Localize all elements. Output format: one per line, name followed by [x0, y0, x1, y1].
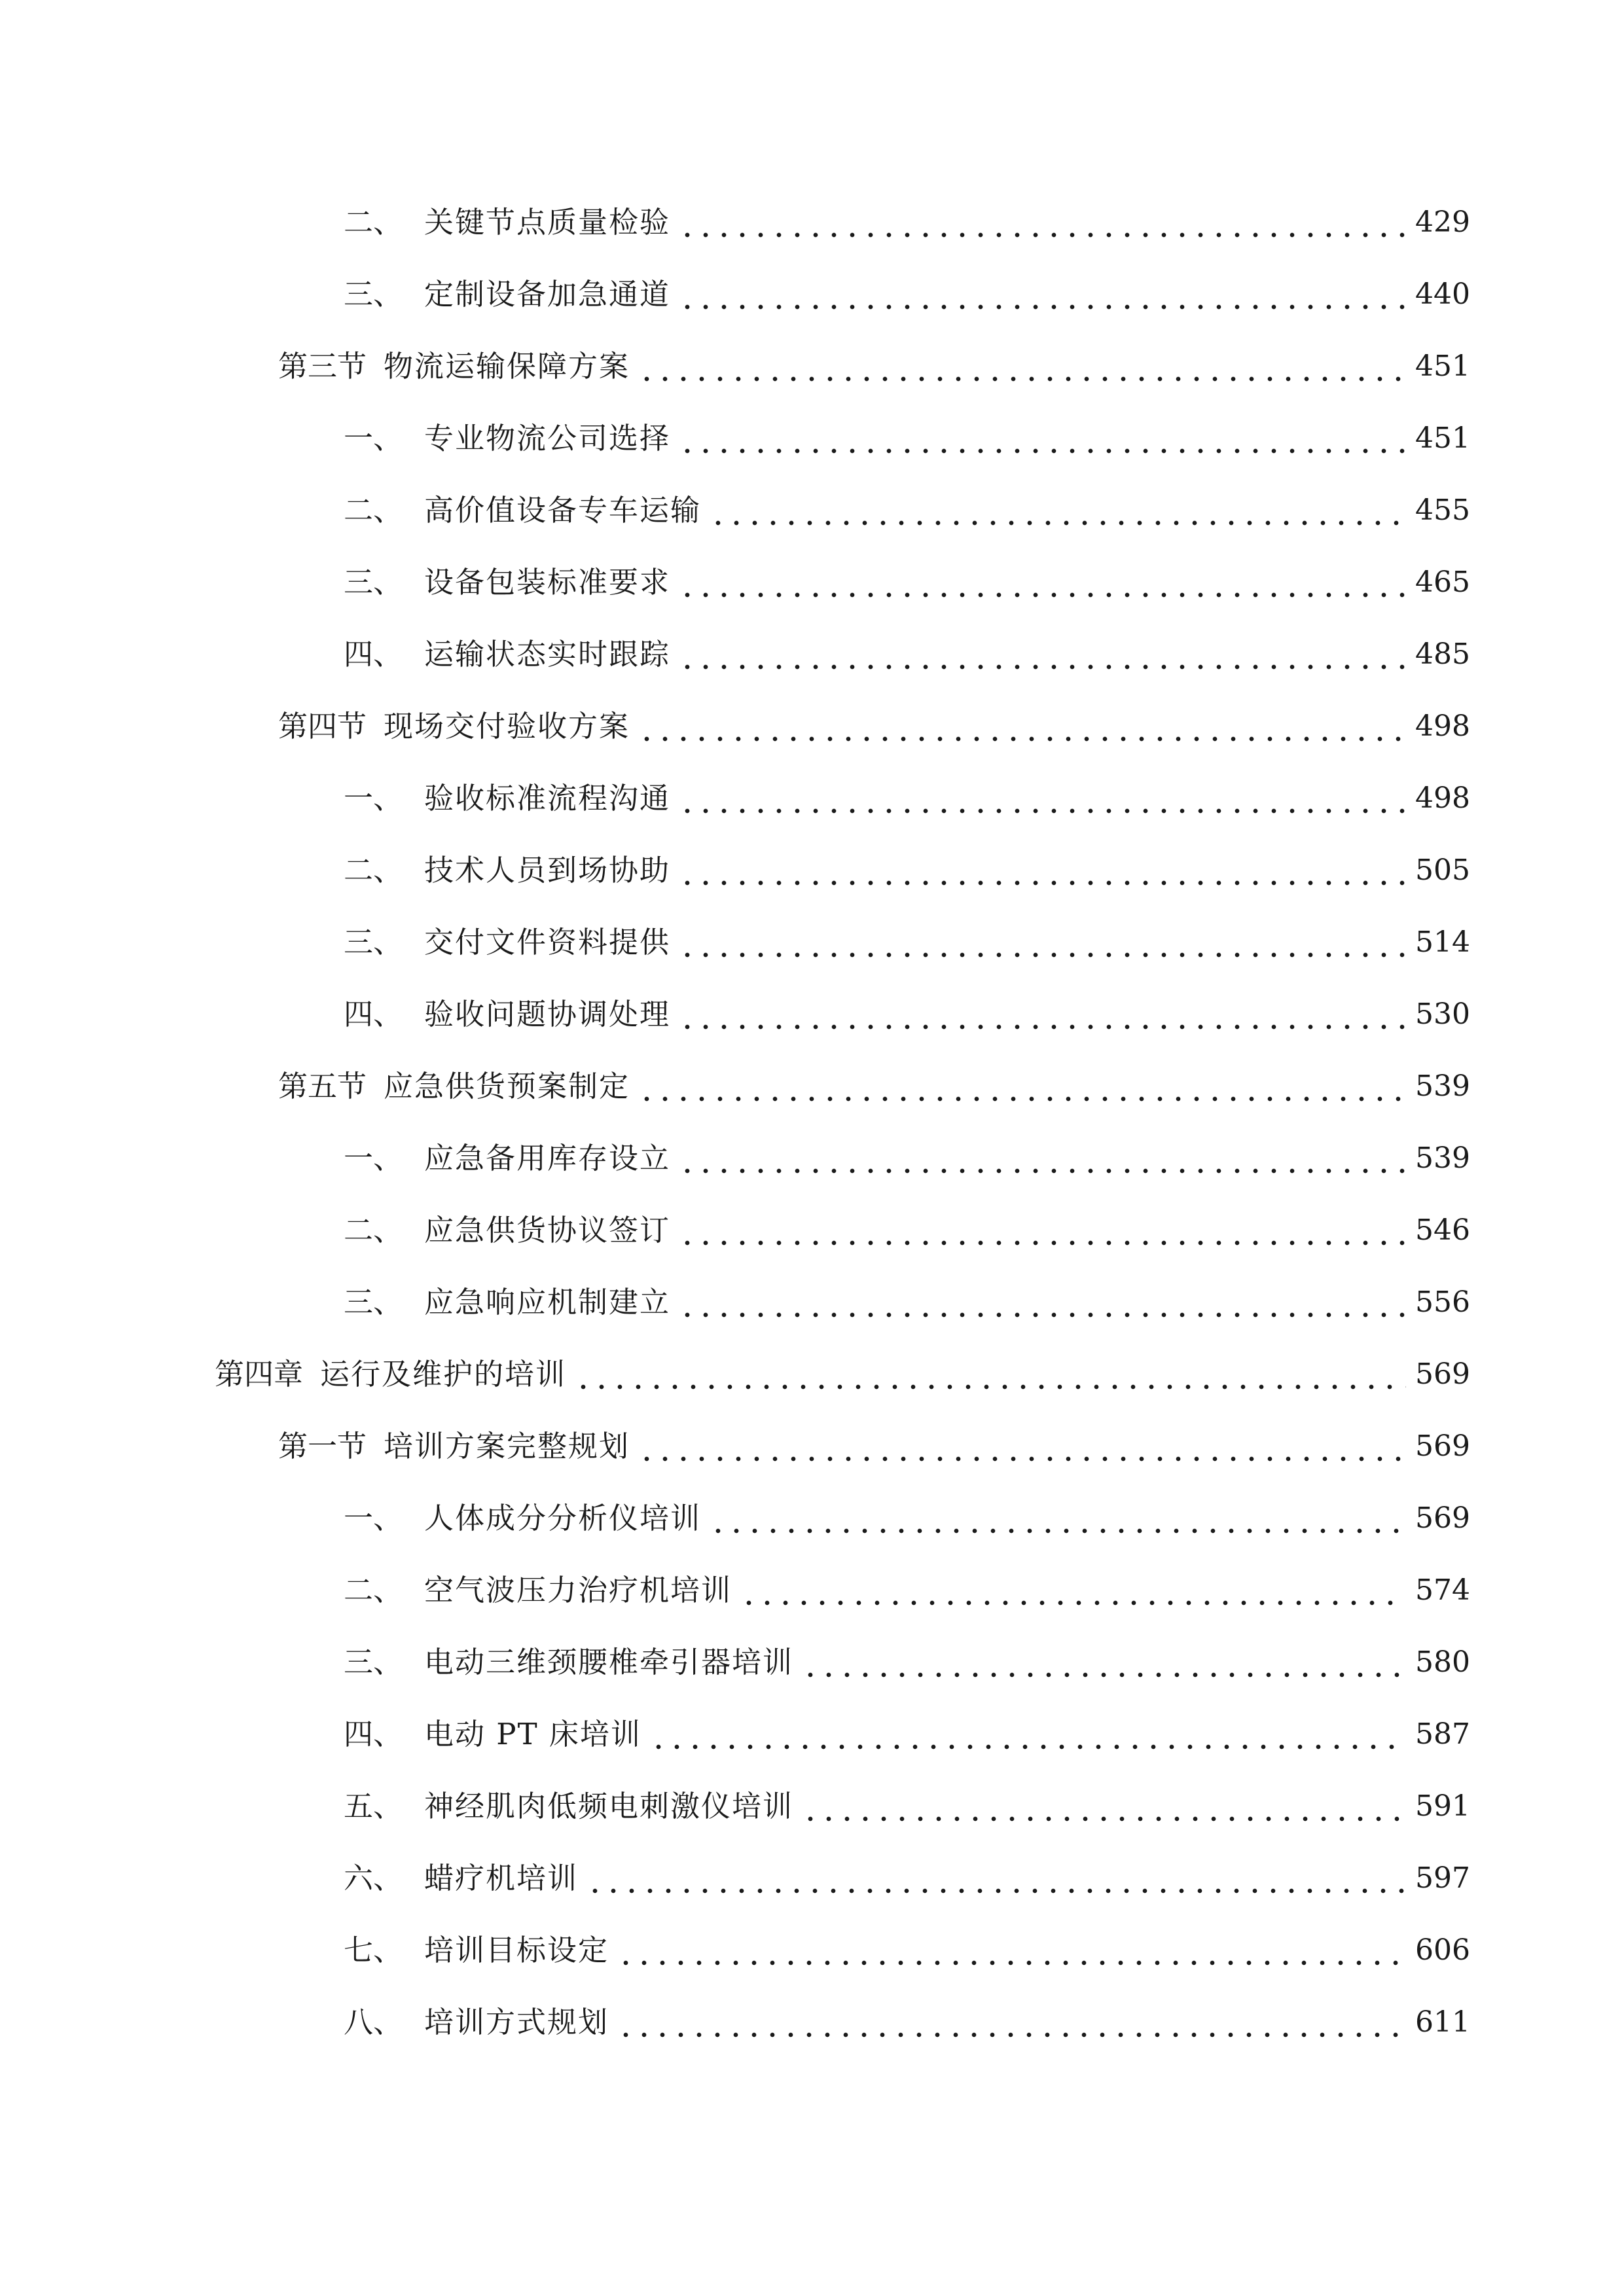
toc-entry[interactable] [344, 1270, 1470, 1322]
dot-leader [678, 632, 1406, 672]
dot-leader [678, 1208, 1406, 1247]
entry-title: 关键节点质量检验 [424, 205, 671, 240]
entry-number: 三、 [344, 925, 403, 960]
toc-entry[interactable] [344, 1630, 1470, 1682]
entry-title: 定制设备加急通道 [424, 277, 671, 312]
entry-title: 验收问题协调处理 [424, 997, 671, 1031]
entry-page-number: 485 [1415, 637, 1470, 671]
dot-leader [678, 848, 1406, 888]
entry-number: 二、 [344, 853, 403, 888]
toc-entry[interactable] [344, 1774, 1470, 1826]
entry-number: 第四章 [215, 1357, 304, 1391]
entry-number: 第五节 [278, 1069, 367, 1103]
entry-page-number: 591 [1415, 1789, 1470, 1823]
dot-leader [617, 1928, 1406, 1967]
toc-entry[interactable] [344, 766, 1470, 818]
entry-page-number: 546 [1415, 1213, 1470, 1247]
entry-title: 专业物流公司选择 [424, 421, 671, 456]
entry-title: 现场交付验收方案 [384, 709, 630, 744]
entry-page-number: 569 [1415, 1501, 1470, 1535]
entry-page-number: 539 [1415, 1141, 1470, 1175]
dot-leader [638, 1064, 1406, 1103]
toc-entry[interactable] [278, 1054, 1470, 1106]
toc-entry[interactable] [344, 1486, 1470, 1538]
toc-entry[interactable] [344, 262, 1470, 314]
toc-entry[interactable] [278, 1414, 1470, 1466]
dot-leader [678, 560, 1406, 600]
toc-entry[interactable] [278, 334, 1470, 386]
dot-leader [801, 1640, 1406, 1679]
entry-page-number: 505 [1415, 853, 1470, 887]
toc-entry[interactable] [344, 622, 1470, 674]
entry-page-number: 429 [1415, 206, 1470, 239]
entry-page-number: 587 [1415, 1717, 1470, 1751]
toc-entry[interactable] [344, 1702, 1470, 1754]
entry-number: 四、 [344, 1717, 403, 1751]
entry-page-number: 539 [1415, 1069, 1470, 1103]
dot-leader [678, 416, 1406, 456]
entry-title: 设备包装标准要求 [424, 565, 671, 600]
entry-number: 五、 [344, 1789, 403, 1823]
entry-number: 六、 [344, 1861, 403, 1895]
dot-leader [678, 920, 1406, 960]
entry-page-number: 514 [1415, 925, 1470, 959]
entry-number: 三、 [344, 277, 403, 312]
toc-entry[interactable] [344, 1198, 1470, 1250]
entry-title: 蜡疗机培训 [424, 1861, 579, 1895]
entry-page-number: 451 [1415, 350, 1470, 383]
entry-page-number: 455 [1415, 493, 1470, 527]
toc-entry[interactable] [344, 1918, 1470, 1970]
dot-leader [638, 704, 1406, 744]
entry-page-number: 597 [1415, 1861, 1470, 1895]
toc-entry[interactable] [344, 1846, 1470, 1898]
entry-title: 运输状态实时跟踪 [424, 637, 671, 672]
entry-page-number: 580 [1415, 1645, 1470, 1679]
entry-number: 三、 [344, 1285, 403, 1319]
entry-number: 七、 [344, 1933, 403, 1967]
entry-title: 培训方案完整规划 [384, 1429, 630, 1463]
entry-number: 二、 [344, 1213, 403, 1247]
entry-number: 一、 [344, 1141, 403, 1175]
entry-number: 第一节 [278, 1429, 367, 1463]
entry-title: 应急响应机制建立 [424, 1285, 671, 1319]
entry-number: 四、 [344, 997, 403, 1031]
toc-entry[interactable] [215, 1342, 1470, 1394]
dot-leader [678, 992, 1406, 1031]
toc-entry[interactable] [344, 1558, 1470, 1610]
entry-page-number: 530 [1415, 997, 1470, 1031]
dot-leader [678, 1136, 1406, 1175]
entry-title: 应急备用库存设立 [424, 1141, 671, 1175]
entry-title: 验收标准流程沟通 [424, 781, 671, 816]
entry-number: 八、 [344, 2005, 403, 2039]
entry-number: 一、 [344, 1501, 403, 1535]
entry-page-number: 606 [1415, 1933, 1470, 1967]
dot-leader [638, 1424, 1406, 1463]
entry-title: 神经肌肉低频电刺激仪培训 [424, 1789, 794, 1823]
entry-page-number: 465 [1415, 565, 1470, 599]
toc-entry[interactable] [344, 838, 1470, 890]
toc-entry[interactable] [344, 1126, 1470, 1178]
dot-leader [709, 488, 1406, 528]
entry-number: 四、 [344, 637, 403, 672]
entry-number: 第四节 [278, 709, 367, 744]
entry-title: 应急供货预案制定 [384, 1069, 630, 1103]
entry-title: 交付文件资料提供 [424, 925, 671, 960]
toc-entry[interactable] [278, 694, 1470, 746]
entry-title: 电动三维颈腰椎牵引器培训 [424, 1645, 794, 1679]
entry-page-number: 451 [1415, 422, 1470, 455]
entry-title: 电动 PT 床培训 [424, 1717, 641, 1751]
toc-entry[interactable] [344, 550, 1470, 602]
entry-title: 物流运输保障方案 [384, 349, 630, 384]
dot-leader [740, 1568, 1406, 1607]
entry-title: 培训方式规划 [424, 2005, 609, 2039]
entry-page-number: 574 [1415, 1573, 1470, 1607]
entry-number: 三、 [344, 565, 403, 600]
dot-leader [574, 1352, 1406, 1391]
toc-entry[interactable] [344, 406, 1470, 458]
entry-number: 第三节 [278, 349, 367, 384]
entry-page-number: 569 [1415, 1429, 1470, 1463]
entry-title: 运行及维护的培训 [320, 1357, 567, 1391]
entry-number: 二、 [344, 493, 403, 528]
dot-leader [678, 272, 1406, 312]
dot-leader [617, 2000, 1406, 2039]
dot-leader [709, 1496, 1406, 1535]
entry-number: 二、 [344, 205, 403, 240]
entry-number: 一、 [344, 781, 403, 816]
toc-entry[interactable] [344, 982, 1470, 1034]
toc-entry[interactable] [344, 190, 1470, 242]
entry-title: 空气波压力治疗机培训 [424, 1573, 732, 1607]
toc-entry[interactable] [344, 478, 1470, 530]
dot-leader [586, 1856, 1406, 1895]
entry-title: 技术人员到场协助 [424, 853, 671, 888]
entry-page-number: 569 [1415, 1357, 1470, 1391]
dot-leader [678, 1280, 1406, 1319]
toc-entry[interactable] [344, 910, 1470, 962]
entry-title: 培训目标设定 [424, 1933, 609, 1967]
entry-number: 一、 [344, 421, 403, 456]
dot-leader [801, 1784, 1406, 1823]
dot-leader [678, 776, 1406, 816]
entry-page-number: 498 [1415, 781, 1470, 815]
dot-leader [638, 344, 1406, 384]
entry-number: 二、 [344, 1573, 403, 1607]
entry-page-number: 498 [1415, 709, 1470, 743]
entry-title: 高价值设备专车运输 [424, 493, 702, 528]
entry-page-number: 556 [1415, 1285, 1470, 1319]
entry-page-number: 440 [1415, 278, 1470, 311]
entry-title: 人体成分分析仪培训 [424, 1501, 702, 1535]
dot-leader [678, 200, 1406, 240]
dot-leader [649, 1712, 1406, 1751]
entry-title: 应急供货协议签订 [424, 1213, 671, 1247]
toc-entry[interactable] [344, 1990, 1470, 2042]
entry-number: 三、 [344, 1645, 403, 1679]
entry-page-number: 611 [1415, 2005, 1470, 2039]
